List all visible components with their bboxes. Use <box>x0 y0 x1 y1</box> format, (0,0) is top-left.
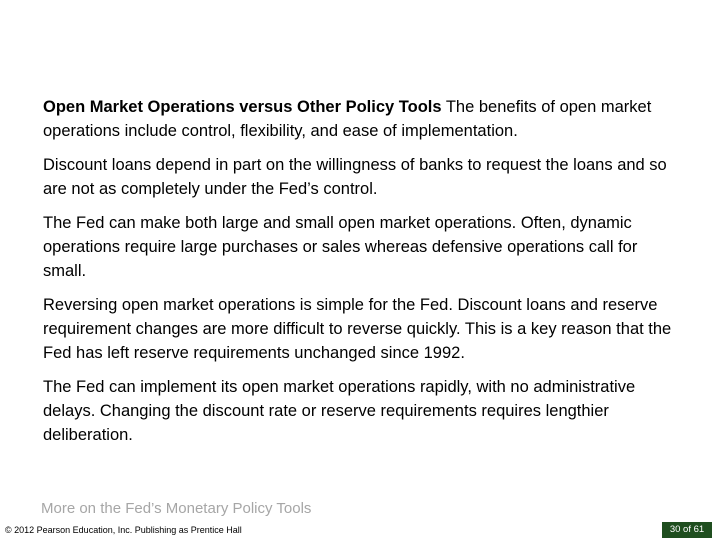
paragraph-size-flexibility: The Fed can make both large and small open market operations. Often, dynamic operations require large purchases or sales whereas defensive operations call for small. <box>43 214 638 280</box>
slide-body <box>43 95 683 457</box>
paragraph-reversibility: Reversing open market operations is simple for the Fed. Discount loans and reserve requirement changes are more difficult to reverse quickly. This is a key reason that the Fed has left reserve requirements unchanged since 1992. <box>43 296 672 362</box>
paragraph-discount-loans: Discount loans depend in part on the willingness of banks to request the loans and so are not as completely under the Fed’s control. <box>43 156 667 198</box>
paragraph-speed: The Fed can implement its open market operations rapidly, with no administrative delays. Changing the discount rate or reserve requirements requires lengthier deliberation. <box>43 378 636 444</box>
intro-text: The benefits of open market operations include control, flexibility, and ease of implementation. <box>43 98 652 140</box>
copyright-footer: © 2012 Pearson Education, Inc. Publishing as Prentice Hall <box>5 525 242 535</box>
intro-heading: Open Market Operations versus Other Policy Tools <box>43 98 442 116</box>
page-number-badge: 30 of 61 <box>662 522 712 538</box>
section-title: More on the Fed’s Monetary Policy Tools <box>41 500 312 517</box>
intro-paragraph <box>43 95 683 143</box>
